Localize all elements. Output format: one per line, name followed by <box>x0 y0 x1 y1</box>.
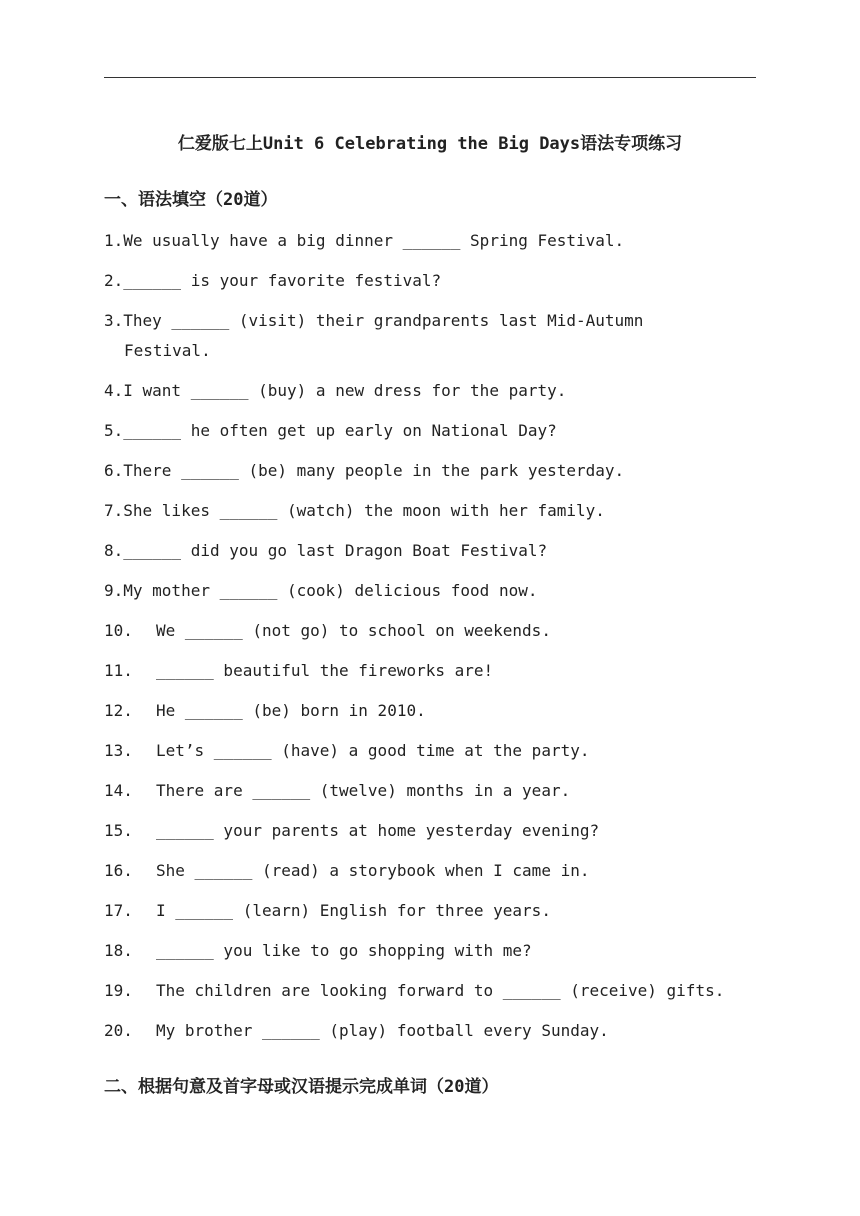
question-item <box>104 496 764 526</box>
question-item <box>104 376 764 406</box>
question-number: 18. <box>104 941 133 960</box>
question-item <box>104 266 764 296</box>
question-list <box>104 226 764 1056</box>
question-text: ______ is your favorite festival? <box>123 271 442 290</box>
question-item <box>104 1016 764 1046</box>
question-item <box>104 896 764 926</box>
question-item <box>104 976 764 1006</box>
question-number: 16. <box>104 861 133 880</box>
question-item <box>104 536 764 566</box>
question-item <box>104 456 764 486</box>
question-number: 17. <box>104 901 133 920</box>
question-number: 1. <box>104 231 124 250</box>
question-number: 6. <box>104 461 124 480</box>
question-item <box>104 616 764 646</box>
question-text: We usually have a big dinner ______ Spring Festival. <box>123 231 625 250</box>
question-item <box>104 416 764 446</box>
question-number: 5. <box>104 421 124 440</box>
question-item <box>104 736 764 766</box>
question-item <box>104 936 764 966</box>
question-number: 11. <box>104 661 133 680</box>
question-text: She likes ______ (watch) the moon with her family. <box>123 501 605 520</box>
question-text: The children are looking forward to ______ (receive) gifts. <box>156 981 725 1000</box>
question-text: ______ he often get up early on National Day? <box>123 421 557 440</box>
question-number: 14. <box>104 781 133 800</box>
question-item <box>104 856 764 886</box>
question-number: 2. <box>104 271 124 290</box>
question-number: 4. <box>104 381 124 400</box>
question-text: There ______ (be) many people in the park yesterday. <box>123 461 625 480</box>
question-number: 12. <box>104 701 133 720</box>
document-title: 仁爱版七上Unit 6 Celebrating the Big Days语法专项练习 <box>177 134 683 154</box>
header-rule <box>104 77 756 78</box>
question-text: We ______ (not go) to school on weekends. <box>156 621 551 640</box>
question-text: ______ did you go last Dragon Boat Festival? <box>123 541 548 560</box>
question-text: I ______ (learn) English for three years. <box>156 901 551 920</box>
question-text: ______ you like to go shopping with me? <box>156 941 532 960</box>
question-item <box>104 306 764 366</box>
question-number: 7. <box>104 501 124 520</box>
question-item <box>104 696 764 726</box>
section-2-heading: 二、根据句意及首字母或汉语提示完成单词（20道） <box>104 1077 499 1097</box>
question-number: 8. <box>104 541 124 560</box>
section-1-heading: 一、语法填空（20道） <box>104 190 278 210</box>
question-text: They ______ (visit) their grandparents last Mid-Autumn <box>123 311 644 330</box>
question-number: 3. <box>104 311 124 330</box>
question-number: 19. <box>104 981 133 1000</box>
question-text: ______ your parents at home yesterday evening? <box>156 821 600 840</box>
question-text: Let’s ______ (have) a good time at the party. <box>156 741 590 760</box>
question-item <box>104 816 764 846</box>
question-text-continued: Festival. <box>124 341 211 360</box>
question-text: He ______ (be) born in 2010. <box>156 701 426 720</box>
question-text: My mother ______ (cook) delicious food now. <box>123 581 538 600</box>
question-text: ______ beautiful the fireworks are! <box>156 661 494 680</box>
question-number: 10. <box>104 621 133 640</box>
question-item <box>104 656 764 686</box>
question-number: 9. <box>104 581 124 600</box>
question-text: There are ______ (twelve) months in a year. <box>156 781 571 800</box>
question-text: She ______ (read) a storybook when I came in. <box>156 861 590 880</box>
question-item <box>104 576 764 606</box>
question-item <box>104 776 764 806</box>
question-text: My brother ______ (play) football every Sunday. <box>156 1021 609 1040</box>
question-text: I want ______ (buy) a new dress for the party. <box>123 381 567 400</box>
question-number: 20. <box>104 1021 133 1040</box>
question-number: 13. <box>104 741 133 760</box>
question-number: 15. <box>104 821 133 840</box>
question-item <box>104 226 764 256</box>
